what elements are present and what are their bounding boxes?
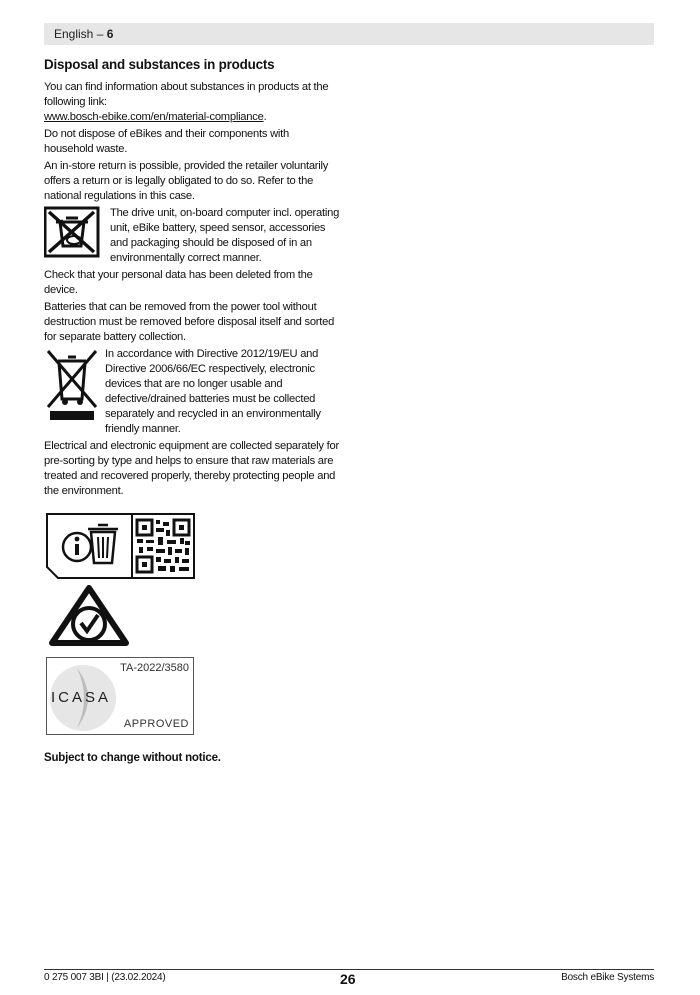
- link-suffix: .: [263, 111, 267, 123]
- info-trash-qr-label: [46, 513, 196, 579]
- paragraph-batteries: Batteries that can be removed from the power tool without destruction must be removed before disposal itself and sorted for separate battery collection.: [44, 301, 335, 343]
- crossed-out-wheelie-bin-icon: [44, 347, 100, 423]
- footer-doc-number: 0 275 007 3BI | (23.02.2024): [44, 972, 166, 983]
- paragraph-household-waste: Do not dispose of eBikes and their components with household waste.: [44, 128, 289, 155]
- paragraph-electrical-equipment: Electrical and electronic equipment are collected separately for pre-sorting by type and helps to ensure that raw materials are treated and recovered properly, thereby protecting people and the environment.: [44, 440, 339, 497]
- header-bar: [44, 23, 654, 45]
- subject-to-change-note: Subject to change without notice.: [44, 752, 221, 764]
- paragraph-in-store-return: An in-store return is possible, provided the retailer voluntarily offers a return or is legally obligated to do so. Refer to the national regulations in this case.: [44, 160, 329, 202]
- footer-divider: [44, 969, 654, 970]
- material-compliance-link[interactable]: www.bosch-ebike.com/en/material-compliance: [44, 111, 264, 123]
- icasa-ta-number: TA-2022/3580: [120, 662, 189, 674]
- disposal-icon-paragraph: [44, 206, 340, 266]
- main-column: [44, 56, 340, 501]
- rcm-compliance-mark: [46, 585, 132, 649]
- compliance-logos: [46, 513, 196, 735]
- no-household-waste-icon: [44, 206, 100, 258]
- icasa-approval-label: [46, 657, 194, 735]
- weee-icon-text: In accordance with Directive 2012/19/EU and Directive 2006/66/EC respectively, electronic devices that are no longer usable and defective/drained batteries must be collected separately and recycled in an environmentally friendly manner.: [105, 348, 321, 435]
- header-language: English: [54, 27, 94, 41]
- header-separator: –: [93, 27, 107, 41]
- section-title: Disposal and substances in products: [44, 57, 275, 72]
- header-label: [54, 27, 113, 41]
- qr-code-icon: [136, 519, 190, 573]
- footer-company: Bosch eBike Systems: [561, 972, 654, 983]
- icasa-approved: APPROVED: [123, 718, 189, 730]
- disposal-icon-text: The drive unit, on-board computer incl. operating unit, eBike battery, speed sensor, accessories and packaging should be disposed of in an environmentally correct manner.: [110, 207, 340, 264]
- paragraph-substances: [44, 80, 340, 125]
- header-section-number: 6: [106, 27, 114, 41]
- footer-page-number: 26: [340, 971, 356, 987]
- paragraph-personal-data: Check that your personal data has been deleted from the device.: [44, 269, 313, 296]
- weee-icon-paragraph: [44, 347, 340, 437]
- svg-text:ICASA: ICASA: [51, 689, 112, 706]
- substances-text: You can find information about substances in products at the following link:: [44, 81, 329, 108]
